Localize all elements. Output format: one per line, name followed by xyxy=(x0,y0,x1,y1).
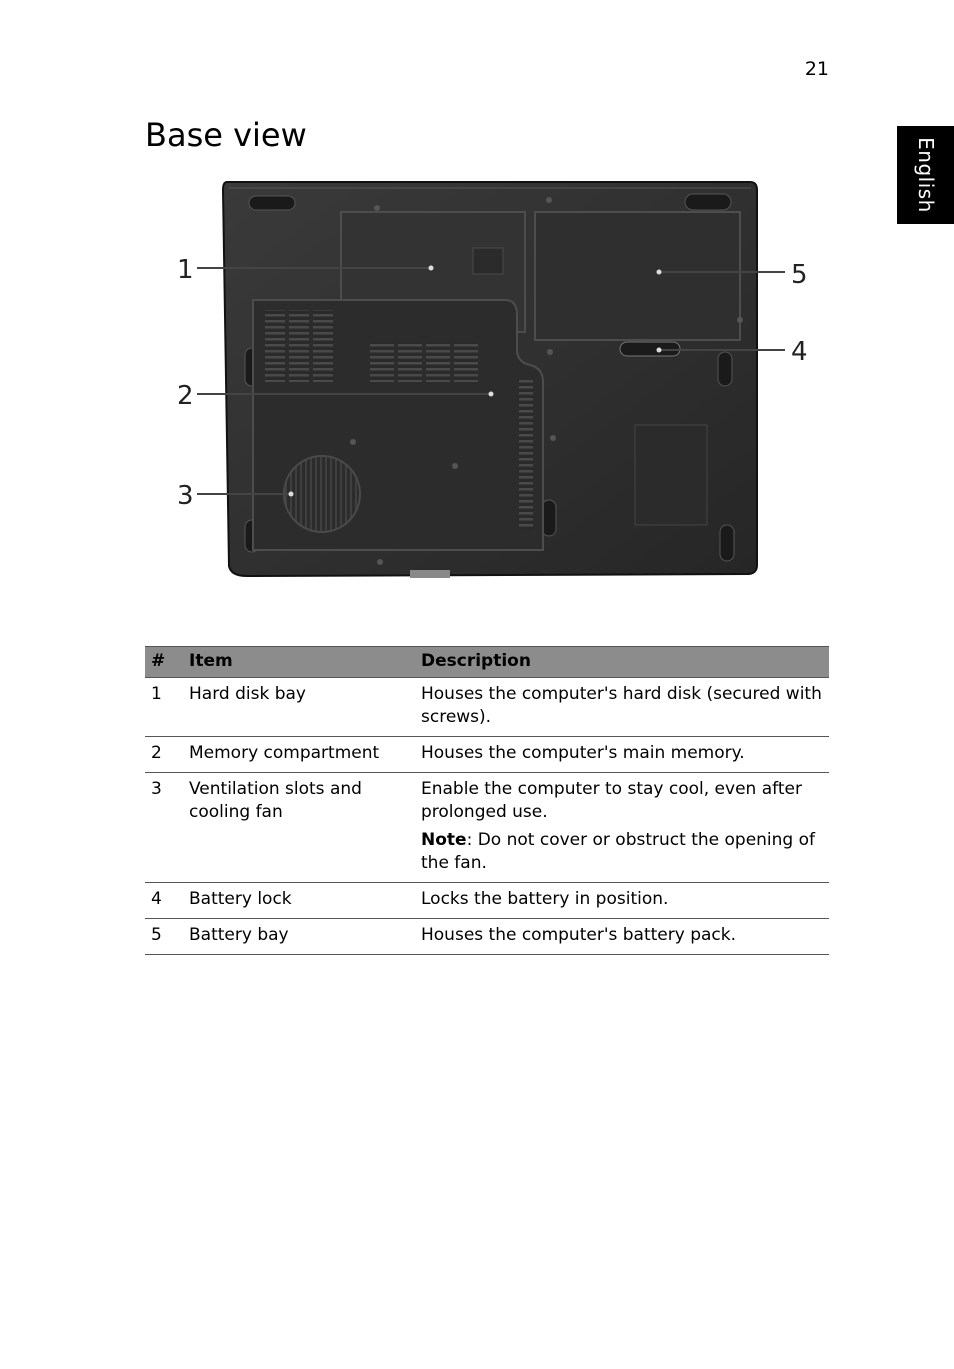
row-description: Houses the computer's main memory. xyxy=(415,737,829,773)
page-title: Base view xyxy=(145,116,307,154)
callout-label-1: 1 xyxy=(177,255,194,285)
row-item: Battery lock xyxy=(183,883,415,919)
table-header-row xyxy=(145,647,829,678)
note-label: Note xyxy=(421,830,467,850)
language-tab xyxy=(897,126,954,224)
row-description: Houses the computer's battery pack. xyxy=(415,919,829,955)
row-description-cell xyxy=(415,773,829,883)
base-view-table xyxy=(145,646,829,955)
row-description: Enable the computer to stay cool, even after prolonged use. xyxy=(421,779,802,822)
language-tab-label: English xyxy=(913,137,938,213)
table-row xyxy=(145,773,829,883)
row-item: Battery bay xyxy=(183,919,415,955)
row-note xyxy=(421,829,823,875)
battery-bay xyxy=(535,212,740,340)
table-row xyxy=(145,919,829,955)
callout-label-2: 2 xyxy=(177,381,194,411)
callout-label-5: 5 xyxy=(791,260,808,290)
row-number: 5 xyxy=(145,919,183,955)
laptop-base-illustration xyxy=(165,170,825,590)
row-number: 3 xyxy=(145,773,183,883)
callout-label-3: 3 xyxy=(177,481,194,511)
table-row xyxy=(145,678,829,737)
header-description: Description xyxy=(415,647,829,678)
row-number: 4 xyxy=(145,883,183,919)
table-row xyxy=(145,737,829,773)
row-item: Memory compartment xyxy=(183,737,415,773)
table-row xyxy=(145,883,829,919)
cooling-fan xyxy=(284,456,360,532)
callout-label-4: 4 xyxy=(791,337,808,367)
page-number: 21 xyxy=(804,58,829,80)
row-item: Ventilation slots and cooling fan xyxy=(183,773,415,883)
header-number: # xyxy=(145,647,183,678)
header-item: Item xyxy=(183,647,415,678)
row-item: Hard disk bay xyxy=(183,678,415,737)
row-number: 2 xyxy=(145,737,183,773)
row-description: Houses the computer's hard disk (secured with screws). xyxy=(415,678,829,737)
laptop-base-figure xyxy=(165,170,825,590)
row-number: 1 xyxy=(145,678,183,737)
note-text: : Do not cover or obstruct the opening of the fan. xyxy=(421,830,816,873)
row-description: Locks the battery in position. xyxy=(415,883,829,919)
